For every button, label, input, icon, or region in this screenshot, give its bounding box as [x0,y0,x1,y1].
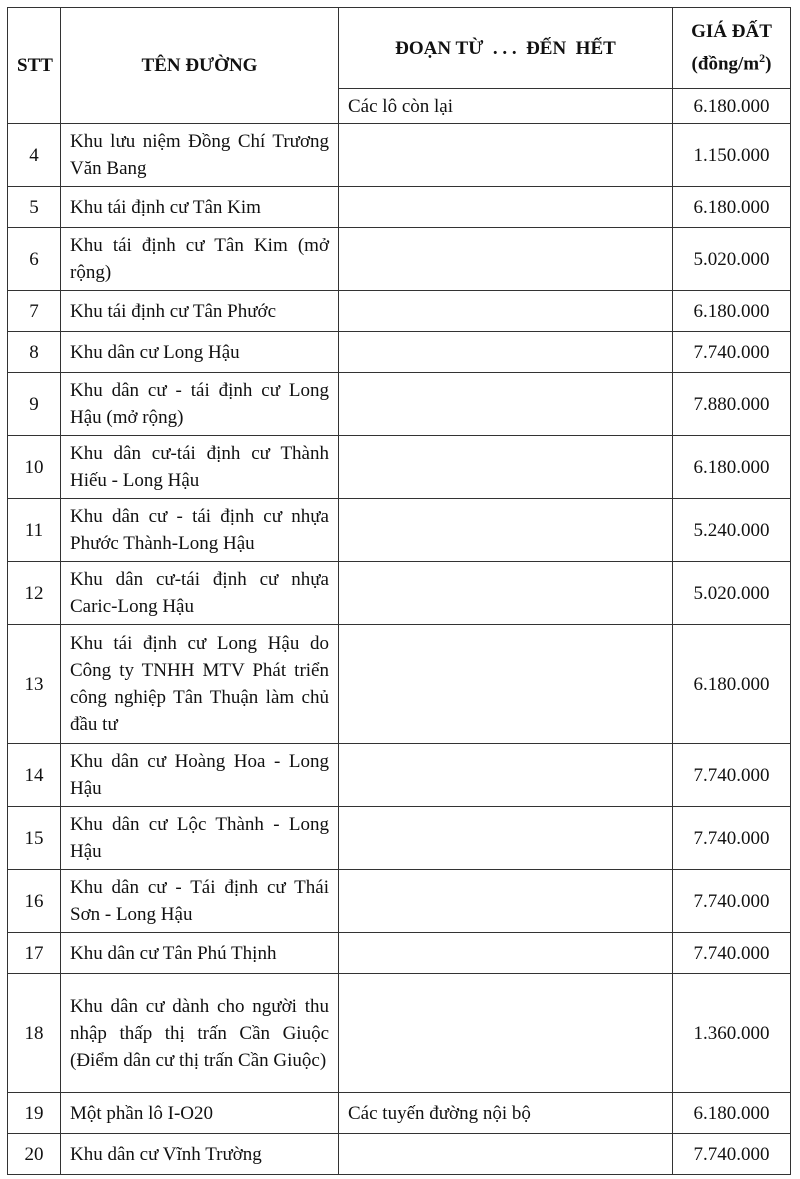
name-cell: Một phần lô I-O20 [61,1093,339,1134]
stt-cell: 18 [8,974,61,1093]
price-cell: 6.180.000 [673,291,791,332]
table-row [8,332,791,373]
name-cell: Khu dân cư-tái định cư Thành Hiếu - Long Hậu [61,436,339,499]
segment-cell [339,807,673,870]
stt-cell: 14 [8,744,61,807]
segment-cell [339,870,673,933]
header-stt: STT [8,8,61,124]
segment-cell: Các tuyến đường nội bộ [339,1093,673,1134]
segment-cell [339,332,673,373]
table-row [8,228,791,291]
segment-cell [339,436,673,499]
name-cell: Khu tái định cư Tân Kim (mở rộng) [61,228,339,291]
stt-cell: 15 [8,807,61,870]
price-cell: 7.740.000 [673,744,791,807]
table-row [8,744,791,807]
stt-cell: 8 [8,332,61,373]
table-row [8,436,791,499]
table-row [8,807,791,870]
stt-cell: 12 [8,562,61,625]
stt-cell: 11 [8,499,61,562]
stt-cell: 10 [8,436,61,499]
segment-cell [339,373,673,436]
header-price-unit: (đồng/m [691,53,760,75]
table-row [8,562,791,625]
header-price-close: ) [765,53,772,75]
name-cell: Khu dân cư Tân Phú Thịnh [61,933,339,974]
stt-cell: 17 [8,933,61,974]
name-cell: Khu dân cư - Tái định cư Thái Sơn - Long Hậu [61,870,339,933]
name-cell: Khu lưu niệm Đồng Chí Trương Văn Bang [61,124,339,187]
stt-cell: 9 [8,373,61,436]
price-cell: 5.240.000 [673,499,791,562]
price-cell: 5.020.000 [673,228,791,291]
table-row [8,373,791,436]
segment-cell: Các lô còn lại [339,89,673,124]
stt-cell: 20 [8,1134,61,1175]
name-cell: Khu dân cư-tái định cư nhựa Caric-Long Hậu [61,562,339,625]
name-cell: Khu dân cư - tái định cư nhựa Phước Thành-Long Hậu [61,499,339,562]
segment-cell [339,933,673,974]
segment-cell [339,1134,673,1175]
table-row [8,187,791,228]
segment-cell [339,499,673,562]
price-cell: 1.150.000 [673,124,791,187]
price-cell: 7.740.000 [673,807,791,870]
stt-cell: 7 [8,291,61,332]
segment-cell [339,124,673,187]
header-name: TÊN ĐƯỜNG [61,8,339,124]
name-cell: Khu dân cư Hoàng Hoa - Long Hậu [61,744,339,807]
segment-cell [339,744,673,807]
segment-cell [339,625,673,744]
header-segment: ĐOẠN TỪ . . . ĐẾN HẾT [339,8,673,89]
name-cell: Khu tái định cư Tân Kim [61,187,339,228]
price-cell: 7.740.000 [673,870,791,933]
name-cell: Khu dân cư Long Hậu [61,332,339,373]
stt-cell: 6 [8,228,61,291]
price-cell: 7.740.000 [673,1134,791,1175]
name-cell: Khu dân cư - tái định cư Long Hậu (mở rộng) [61,373,339,436]
stt-cell: 19 [8,1093,61,1134]
price-cell: 7.740.000 [673,332,791,373]
stt-cell: 16 [8,870,61,933]
header-price-line1: GIÁ ĐẤT [691,20,772,42]
stt-cell: 13 [8,625,61,744]
table-row [8,870,791,933]
table-row [8,974,791,1093]
segment-cell [339,291,673,332]
segment-cell [339,228,673,291]
segment-cell [339,974,673,1093]
table-row [8,1134,791,1175]
table-row [8,291,791,332]
price-cell: 7.740.000 [673,933,791,974]
name-cell: Khu dân cư Lộc Thành - Long Hậu [61,807,339,870]
table-row [8,1093,791,1134]
price-cell: 6.180.000 [673,436,791,499]
table-row [8,625,791,744]
header-price [673,8,791,89]
table-row [8,499,791,562]
header-price-sup: 2 [759,50,766,65]
name-cell: Khu dân cư dành cho người thu nhập thấp thị trấn Cần Giuộc (Điểm dân cư thị trấn Cần Giuộc) [61,974,339,1093]
header-row [8,8,791,89]
table-row [8,124,791,187]
segment-cell [339,562,673,625]
price-cell: 6.180.000 [673,89,791,124]
name-cell: Khu dân cư Vĩnh Trường [61,1134,339,1175]
land-price-table [7,7,791,1175]
price-cell: 6.180.000 [673,1093,791,1134]
price-cell: 5.020.000 [673,562,791,625]
name-cell: Khu tái định cư Tân Phước [61,291,339,332]
stt-cell: 5 [8,187,61,228]
price-cell: 6.180.000 [673,625,791,744]
price-cell: 6.180.000 [673,187,791,228]
price-cell: 7.880.000 [673,373,791,436]
name-cell: Khu tái định cư Long Hậu do Công ty TNHH MTV Phát triển công nghiệp Tân Thuận làm chủ đầu tư [61,625,339,744]
stt-cell: 4 [8,124,61,187]
segment-cell [339,187,673,228]
table-row [8,933,791,974]
price-cell: 1.360.000 [673,974,791,1093]
